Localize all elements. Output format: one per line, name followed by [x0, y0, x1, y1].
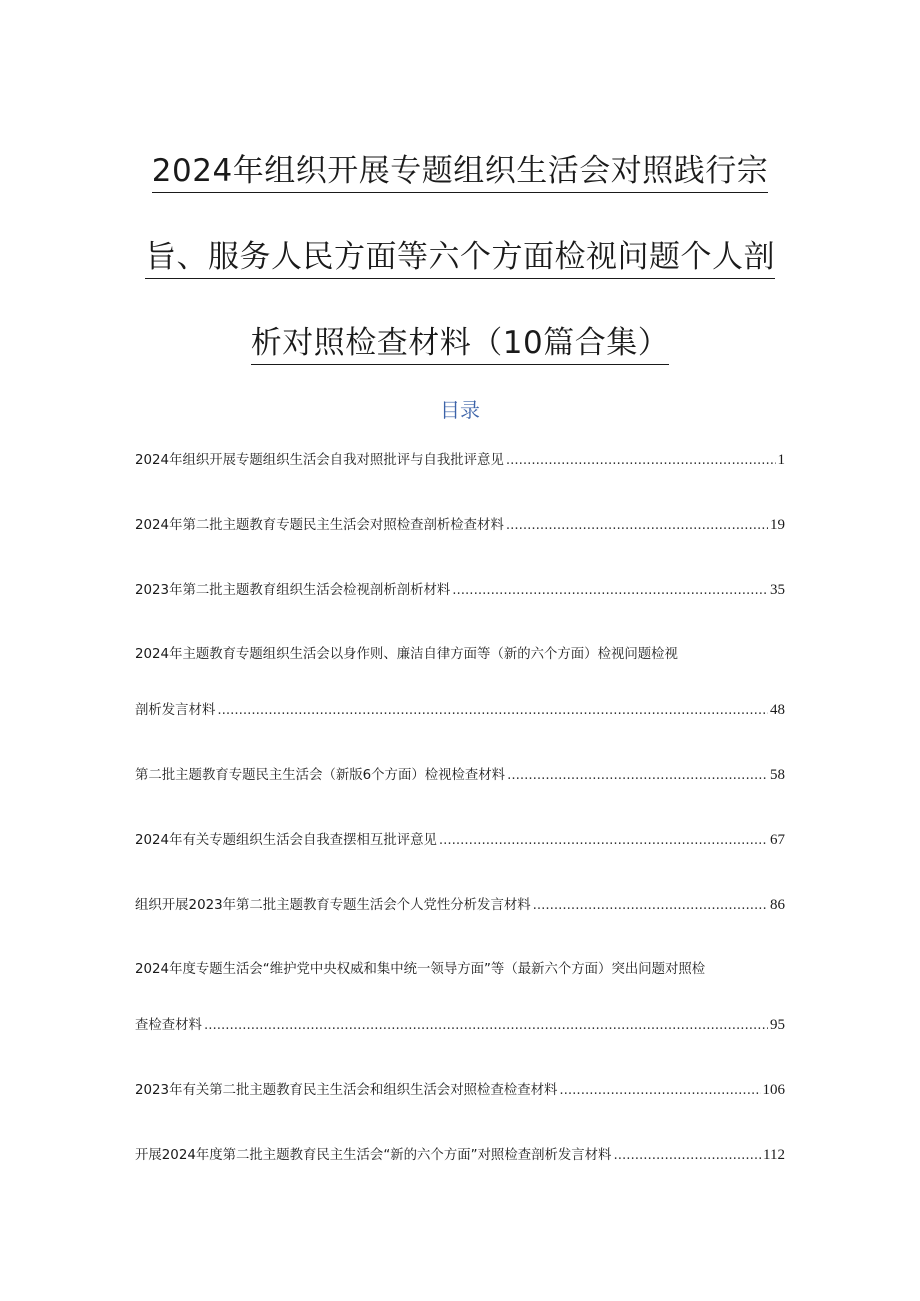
toc-entry-title: 2023年第二批主题教育组织生活会检视剖析剖析材料 — [135, 583, 451, 598]
toc-entry[interactable] — [135, 820, 785, 860]
toc-entry-title: 组织开展2023年第二批主题教育专题生活会个人党性分析发言材料 — [135, 898, 531, 913]
toc-leader-dots — [507, 756, 768, 796]
toc-entry[interactable] — [135, 570, 785, 610]
title-line-2: 旨、服务人民方面等六个方面检视问题个人剖 — [110, 214, 810, 300]
toc-page-number: 112 — [763, 1147, 785, 1163]
toc-entry-title: 剖析发言材料 — [135, 703, 216, 718]
toc-entry-title: 开展2024年度第二批主题教育民主生活会“新的六个方面”对照检查剖析发言材料 — [135, 1148, 612, 1163]
toc-entry-title: 第二批主题教育专题民主生活会（新版6个方面）检视检查材料 — [135, 768, 506, 783]
toc-entry[interactable] — [135, 885, 785, 925]
toc-entry[interactable] — [135, 950, 785, 1045]
toc-entry[interactable] — [135, 1135, 785, 1175]
toc-page-number: 95 — [770, 1017, 785, 1033]
toc-page-number: 106 — [762, 1082, 785, 1098]
table-of-contents — [135, 440, 785, 1175]
toc-leader-dots — [452, 571, 768, 611]
toc-entry[interactable] — [135, 505, 785, 545]
toc-page-number: 86 — [770, 897, 785, 913]
toc-page-number: 1 — [777, 452, 785, 468]
toc-page-number: 48 — [770, 702, 785, 718]
toc-entry-title: 2024年第二批主题教育专题民主生活会对照检查剖析检查材料 — [135, 518, 504, 533]
toc-entry-title: 2023年有关第二批主题教育民主生活会和组织生活会对照检查检查材料 — [135, 1083, 558, 1098]
toc-entry[interactable] — [135, 1070, 785, 1110]
toc-leader-dots — [559, 1071, 760, 1111]
toc-page-number: 58 — [770, 767, 785, 783]
toc-leader-dots — [613, 1136, 761, 1176]
toc-leader-dots — [439, 821, 768, 861]
toc-page-number: 35 — [770, 582, 785, 598]
toc-entry-title: 2024年组织开展专题组织生活会自我对照批评与自我批评意见 — [135, 453, 504, 468]
toc-page-number: 19 — [770, 517, 785, 533]
toc-leader-dots — [533, 886, 768, 926]
toc-entry[interactable] — [135, 440, 785, 480]
toc-entry-title-line: 2024年度专题生活会“维护党中央权威和集中统一领导方面”等（最新六个方面）突出问题对照检 — [135, 962, 706, 977]
toc-entry[interactable] — [135, 755, 785, 795]
toc-leader-dots — [506, 441, 776, 481]
toc-leader-dots — [217, 691, 768, 731]
title-line-1: 2024年组织开展专题组织生活会对照践行宗 — [110, 128, 810, 214]
toc-entry-title: 查检查材料 — [135, 1018, 202, 1033]
title-line-3: 析对照检查材料（10篇合集） — [110, 300, 810, 386]
toc-entry-title-line: 2024年主题教育专题组织生活会以身作则、廉洁自律方面等（新的六个方面）检视问题检视 — [135, 647, 678, 662]
toc-leader-dots — [506, 506, 768, 546]
document-title — [110, 128, 810, 386]
toc-entry[interactable] — [135, 635, 785, 730]
toc-heading: 目录 — [440, 398, 480, 422]
toc-leader-dots — [204, 1006, 768, 1046]
toc-page-number: 67 — [770, 832, 785, 848]
toc-entry-title: 2024年有关专题组织生活会自我查摆相互批评意见 — [135, 833, 437, 848]
